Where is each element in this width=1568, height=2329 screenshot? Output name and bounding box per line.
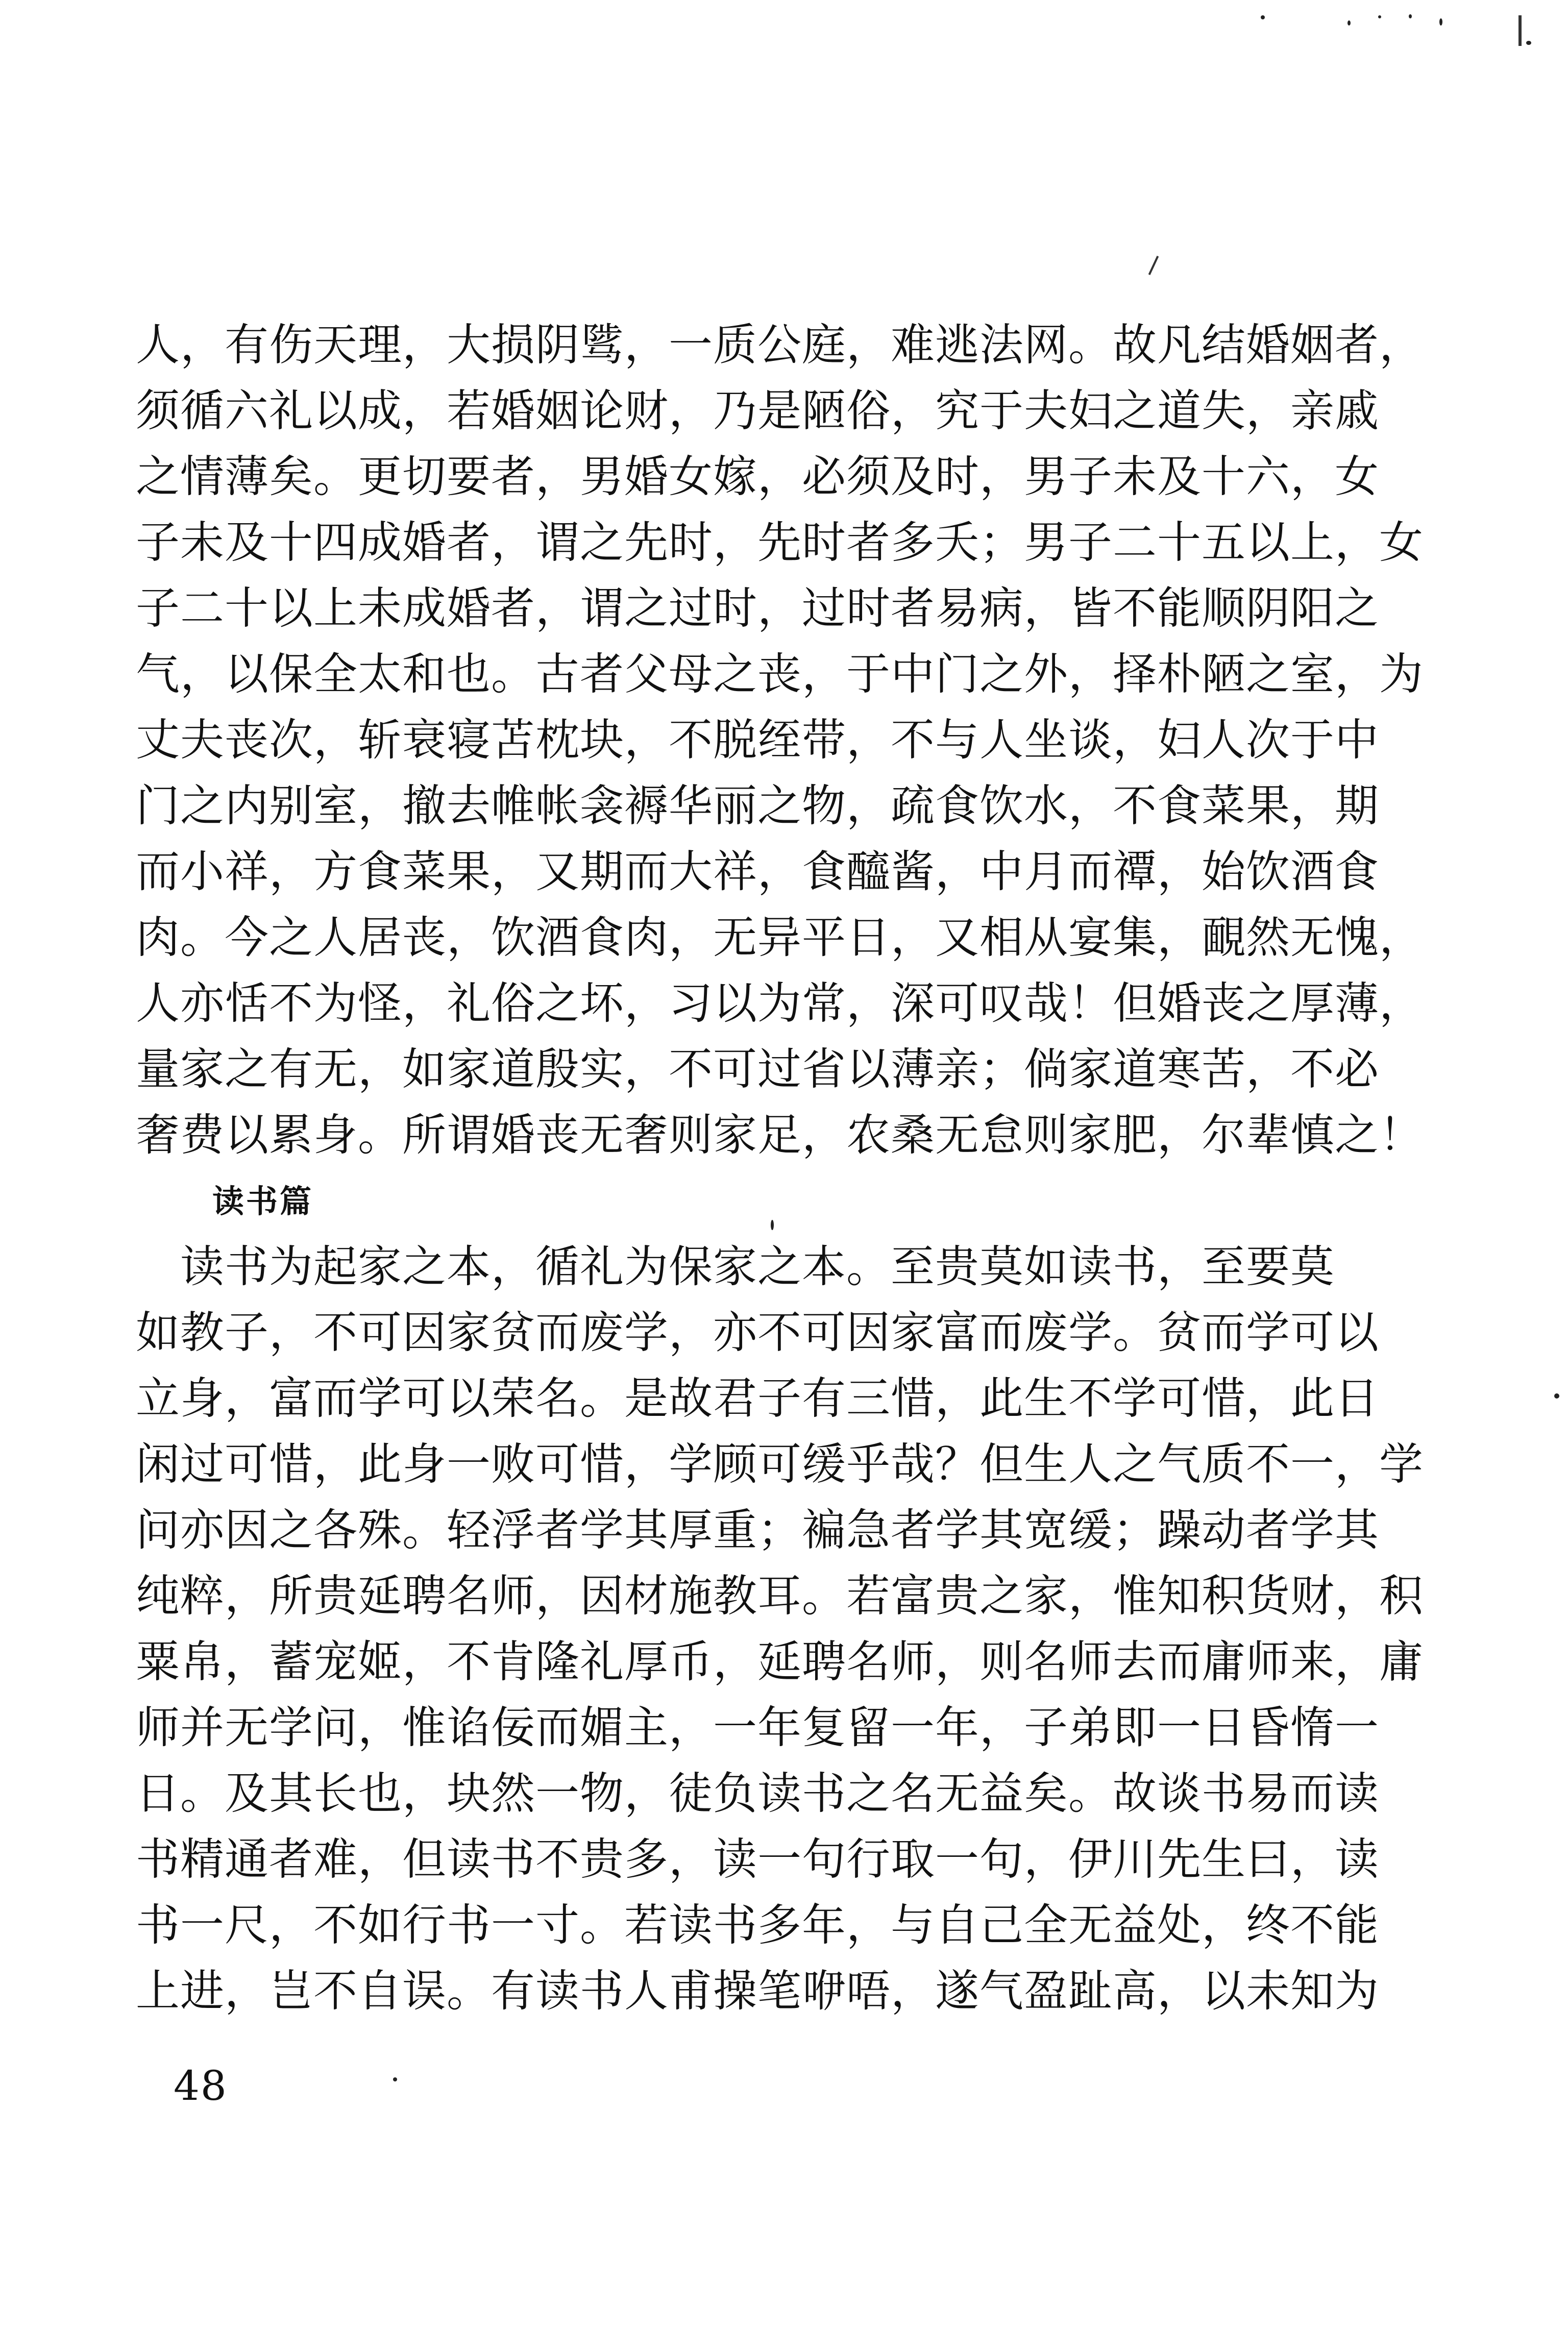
text-line: 读书为起家之本，循礼为保家之本。至贵莫如读书，至要莫 xyxy=(136,1241,1335,1292)
scan-speck xyxy=(393,2077,397,2081)
text-line: 子二十以上未成婚者，谓之过时，过时者易病，皆不能顺阴阳之 xyxy=(136,583,1379,634)
text-line: 丈夫丧次，斩衰寝苫枕块，不脱绖带，不与人坐谈，妇人次于中 xyxy=(136,715,1379,766)
scan-speck xyxy=(1409,14,1412,18)
text-line: 书一尺，不如行书一寸。若读书多年，与自己全无益处，终不能 xyxy=(136,1900,1379,1951)
section-heading: 读书篇 xyxy=(212,1183,314,1220)
text-line: 问亦因之各殊。轻浮者学其厚重；褊急者学其宽缓；躁动者学其 xyxy=(136,1505,1379,1556)
text-line: 而小祥，方食菜果，又期而大祥，食醯酱，中月而禫，始饮酒食 xyxy=(136,846,1379,897)
page-number: 48 xyxy=(174,2062,228,2110)
text-line: 日。及其长也，块然一物，徒负读书之名无益矣。故谈书易而读 xyxy=(136,1768,1379,1819)
text-line: 人亦恬不为怪，礼俗之坏，习以为常，深可叹哉！但婚丧之厚薄， xyxy=(136,978,1424,1029)
scan-mark xyxy=(1148,256,1159,275)
text-line: 师并无学问，惟谄佞而媚主，一年复留一年，子弟即一日昏惰一 xyxy=(136,1702,1379,1753)
scan-speck xyxy=(1439,18,1442,26)
text-line: 立身，富而学可以荣名。是故君子有三惜，此生不学可惜，此日 xyxy=(136,1373,1379,1424)
scan-speck xyxy=(1378,15,1381,18)
scan-speck xyxy=(1261,15,1265,19)
scan-speck xyxy=(1526,41,1531,45)
text-line: 粟帛，蓄宠姬，不肯隆礼厚币，延聘名师，则名师去而庸师来，庸 xyxy=(136,1636,1424,1687)
text-line: 肉。今之人居丧，饮酒食肉，无异平日，又相从宴集，靦然无愧， xyxy=(136,912,1424,963)
text-line: 如教子，不可因家贫而废学，亦不可因家富而废学。贫而学可以 xyxy=(136,1307,1379,1358)
text-line: 上进，岂不自误。有读书人甫操笔咿唔，遂气盈趾高，以未知为 xyxy=(136,1966,1379,2017)
text-line: 门之内别室，撤去帷帐衾褥华丽之物，疏食饮水，不食菜果，期 xyxy=(136,780,1379,831)
text-line: 须循六礼以成，若婚姻论财，乃是陋俗，究于夫妇之道失，亲戚 xyxy=(136,385,1379,436)
text-line: 量家之有无，如家道殷实，不可过省以薄亲；倘家道寒苦，不必 xyxy=(136,1044,1379,1095)
scan-mark xyxy=(1518,15,1522,46)
scan-speck xyxy=(1348,20,1351,26)
text-line: 人，有伤天理，大损阴骘，一质公庭，难逃法网。故凡结婚姻者， xyxy=(136,320,1424,371)
text-line: 子未及十四成婚者，谓之先时，先时者多夭；男子二十五以上，女 xyxy=(136,517,1424,568)
text-line: 纯粹，所贵延聘名师，因材施教耳。若富贵之家，惟知积货财，积 xyxy=(136,1571,1424,1622)
text-line: 之情薄矣。更切要者，男婚女嫁，必须及时，男子未及十六，女 xyxy=(136,451,1379,502)
text-line: 气，以保全太和也。古者父母之丧，于中门之外，择朴陋之室，为 xyxy=(136,649,1424,700)
body-text xyxy=(136,312,1424,2024)
text-line: 奢费以累身。所谓婚丧无奢则家足，农桑无怠则家肥，尔辈慎之！ xyxy=(136,1110,1424,1161)
text-line: 闲过可惜，此身一败可惜，学顾可缓乎哉？但生人之气质不一，学 xyxy=(136,1439,1424,1490)
text-line: 书精通者难，但读书不贵多，读一句行取一句，伊川先生曰，读 xyxy=(136,1834,1379,1885)
scan-speck xyxy=(771,1220,774,1230)
scan-speck xyxy=(1554,1393,1559,1399)
